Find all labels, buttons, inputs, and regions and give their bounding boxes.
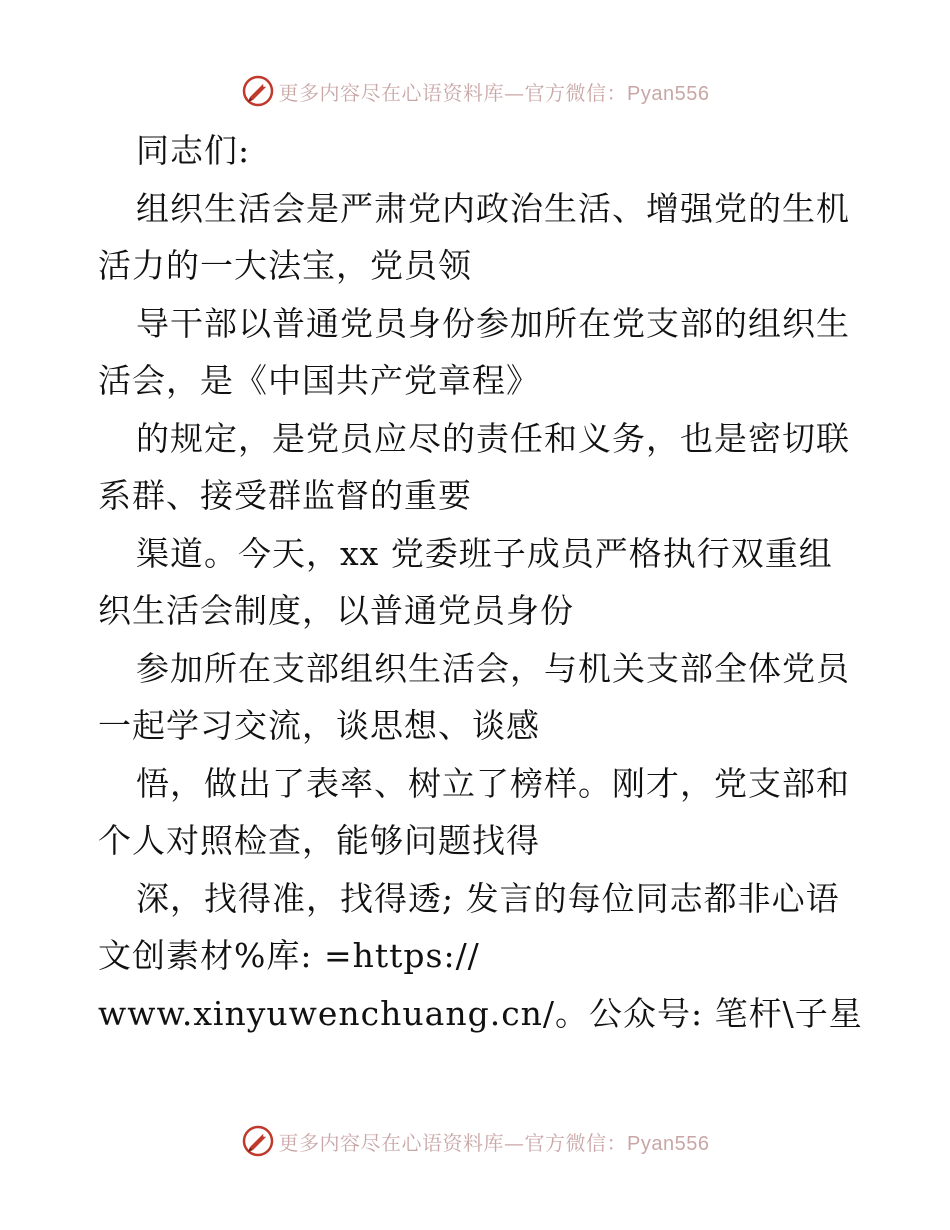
footer-banner-wechat-id: Pyan556 bbox=[627, 1132, 710, 1155]
body-line: 参加所在支部组织生活会，与机关支部全体党员 bbox=[136, 648, 850, 688]
header-banner-cn: 更多内容尽在心语资料库—官方微信： bbox=[278, 80, 628, 105]
body-line: 系群、接受群监督的重要 bbox=[98, 476, 472, 515]
footer-banner-cn: 更多内容尽在心语资料库—官方微信： bbox=[278, 1130, 628, 1155]
body-line: 活会，是《中国共产党章程》 bbox=[98, 361, 540, 400]
header-banner-wechat-id: Pyan556 bbox=[627, 82, 710, 105]
body-line: 织生活会制度，以普通党员身份 bbox=[98, 591, 574, 630]
body-line: 一起学习交流，谈思想、谈感 bbox=[98, 706, 540, 745]
pen-logo-icon bbox=[241, 74, 275, 108]
body-line: 同志们: bbox=[136, 131, 251, 170]
body-line: 的规定，是党员应尽的责任和义务，也是密切联 bbox=[136, 418, 850, 458]
header-banner-text bbox=[279, 77, 710, 106]
body-line: 文创素材%库: =https:// bbox=[98, 936, 480, 975]
body-line: 组织生活会是严肃党内政治生活、增强党的生机 bbox=[136, 188, 850, 228]
body-line: www.xinyuwenchuang.cn/。公众号: 笔杆\子星 bbox=[98, 993, 863, 1033]
header-watermark-banner bbox=[0, 71, 950, 111]
body-line: 悟，做出了表率、树立了榜样。刚才，党支部和 bbox=[136, 763, 850, 803]
pen-logo-icon bbox=[241, 1124, 275, 1158]
body-line: 渠道。今天，xx 党委班子成员严格执行双重组 bbox=[136, 533, 833, 573]
footer-banner-text bbox=[279, 1127, 710, 1156]
body-line: 个人对照检查，能够问题找得 bbox=[98, 821, 540, 860]
body-line: 活力的一大法宝，党员领 bbox=[98, 246, 472, 285]
document-body bbox=[98, 122, 863, 1042]
footer-watermark-banner bbox=[0, 1121, 950, 1161]
body-line: 深，找得准，找得透; 发言的每位同志都非心语 bbox=[136, 878, 840, 918]
body-line: 导干部以普通党员身份参加所在党支部的组织生 bbox=[136, 303, 850, 343]
